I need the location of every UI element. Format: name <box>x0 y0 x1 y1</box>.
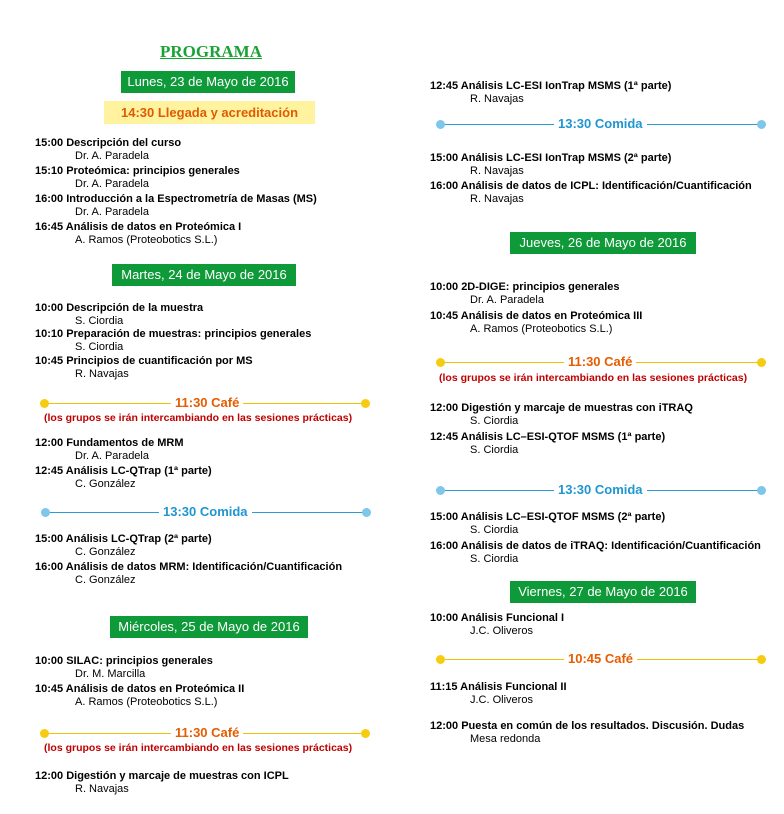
session-item: 11:15 Análisis Funcional II J.C. Oliveros <box>430 681 567 706</box>
session-item: 15:00 Análisis LC-ESI IonTrap MSMS (2ª parte) R. Navajas <box>430 152 672 177</box>
session-item: 12:45 Análisis LC-ESI IonTrap MSMS (1ª parte) R. Navajas <box>430 80 672 105</box>
session-item: 12:00 Digestión y marcaje de muestras con iTRAQ S. Ciordia <box>430 402 693 427</box>
page-title: PROGRAMA <box>160 42 262 61</box>
coffee-break-separator: 10:45 Café <box>436 653 766 667</box>
session-item: 15:00 Descripción del curso Dr. A. Paradela <box>35 137 182 162</box>
coffee-break-separator: 11:30 Café <box>40 727 370 741</box>
session-item: 15:00 Análisis LC-QTrap (2ª parte) C. González <box>35 533 212 558</box>
day-header-monday: Lunes, 23 de Mayo de 2016 <box>121 71 295 93</box>
session-item: 16:45 Análisis de datos en Proteómica I A. Ramos (Proteobotics S.L.) <box>35 221 242 246</box>
session-item: 10:45 Principios de cuantificación por MS R. Navajas <box>35 355 253 380</box>
day-header-tuesday: Martes, 24 de Mayo de 2016 <box>112 264 296 286</box>
day-header-thursday: Jueves, 26 de Mayo de 2016 <box>510 232 696 254</box>
coffee-break-separator: 11:30 Café <box>40 397 370 411</box>
session-item: 10:45 Análisis de datos en Proteómica III A. Ramos (Proteobotics S.L.) <box>430 310 643 335</box>
session-item: 12:00 Puesta en común de los resultados. Discusión. Dudas Mesa redonda <box>430 720 745 745</box>
lunch-break-separator: 13:30 Comida <box>41 506 371 520</box>
day-header-friday: Viernes, 27 de Mayo de 2016 <box>510 581 696 603</box>
arrival-banner: 14:30 Llegada y acreditación <box>104 101 315 124</box>
groups-note: (los grupos se irán intercambiando en las sesiones prácticas) <box>44 412 353 424</box>
lunch-break-separator: 13:30 Comida <box>436 484 766 498</box>
session-item: 16:00 Análisis de datos MRM: Identificación/Cuantificación C. González <box>35 561 343 586</box>
session-item: 12:45 Análisis LC–ESI-QTOF MSMS (1ª parte) S. Ciordia <box>430 431 666 456</box>
session-item: 10:00 SILAC: principios generales Dr. M. Marcilla <box>35 655 213 680</box>
session-item: 16:00 Introducción a la Espectrometría de Masas (MS) Dr. A. Paradela <box>35 193 317 218</box>
groups-note: (los grupos se irán intercambiando en las sesiones prácticas) <box>44 742 353 754</box>
session-item: 10:10 Preparación de muestras: principios generales S. Ciordia <box>35 328 312 353</box>
session-item: 16:00 Análisis de datos de iTRAQ: Identificación/Cuantificación S. Ciordia <box>430 540 761 565</box>
session-item: 10:00 2D-DIGE: principios generales Dr. A. Paradela <box>430 281 620 306</box>
session-item: 12:00 Fundamentos de MRM Dr. A. Paradela <box>35 437 184 462</box>
coffee-break-separator: 11:30 Café <box>436 356 766 370</box>
session-item: 12:45 Análisis LC-QTrap (1ª parte) C. González <box>35 465 212 490</box>
session-item: 10:45 Análisis de datos en Proteómica II A. Ramos (Proteobotics S.L.) <box>35 683 245 708</box>
session-item: 10:00 Análisis Funcional I J.C. Oliveros <box>430 612 565 637</box>
day-header-wednesday: Miércoles, 25 de Mayo de 2016 <box>110 616 308 638</box>
groups-note: (los grupos se irán intercambiando en las sesiones prácticas) <box>439 372 748 384</box>
lunch-break-separator: 13:30 Comida <box>436 118 766 132</box>
session-item: 15:10 Proteómica: principios generales Dr. A. Paradela <box>35 165 240 190</box>
session-item: 12:00 Digestión y marcaje de muestras con ICPL R. Navajas <box>35 770 289 795</box>
session-item: 16:00 Análisis de datos de ICPL: Identificación/Cuantificación R. Navajas <box>430 180 752 205</box>
session-item: 10:00 Descripción de la muestra S. Ciordia <box>35 302 204 327</box>
session-item: 15:00 Análisis LC–ESI-QTOF MSMS (2ª parte) S. Ciordia <box>430 511 666 536</box>
